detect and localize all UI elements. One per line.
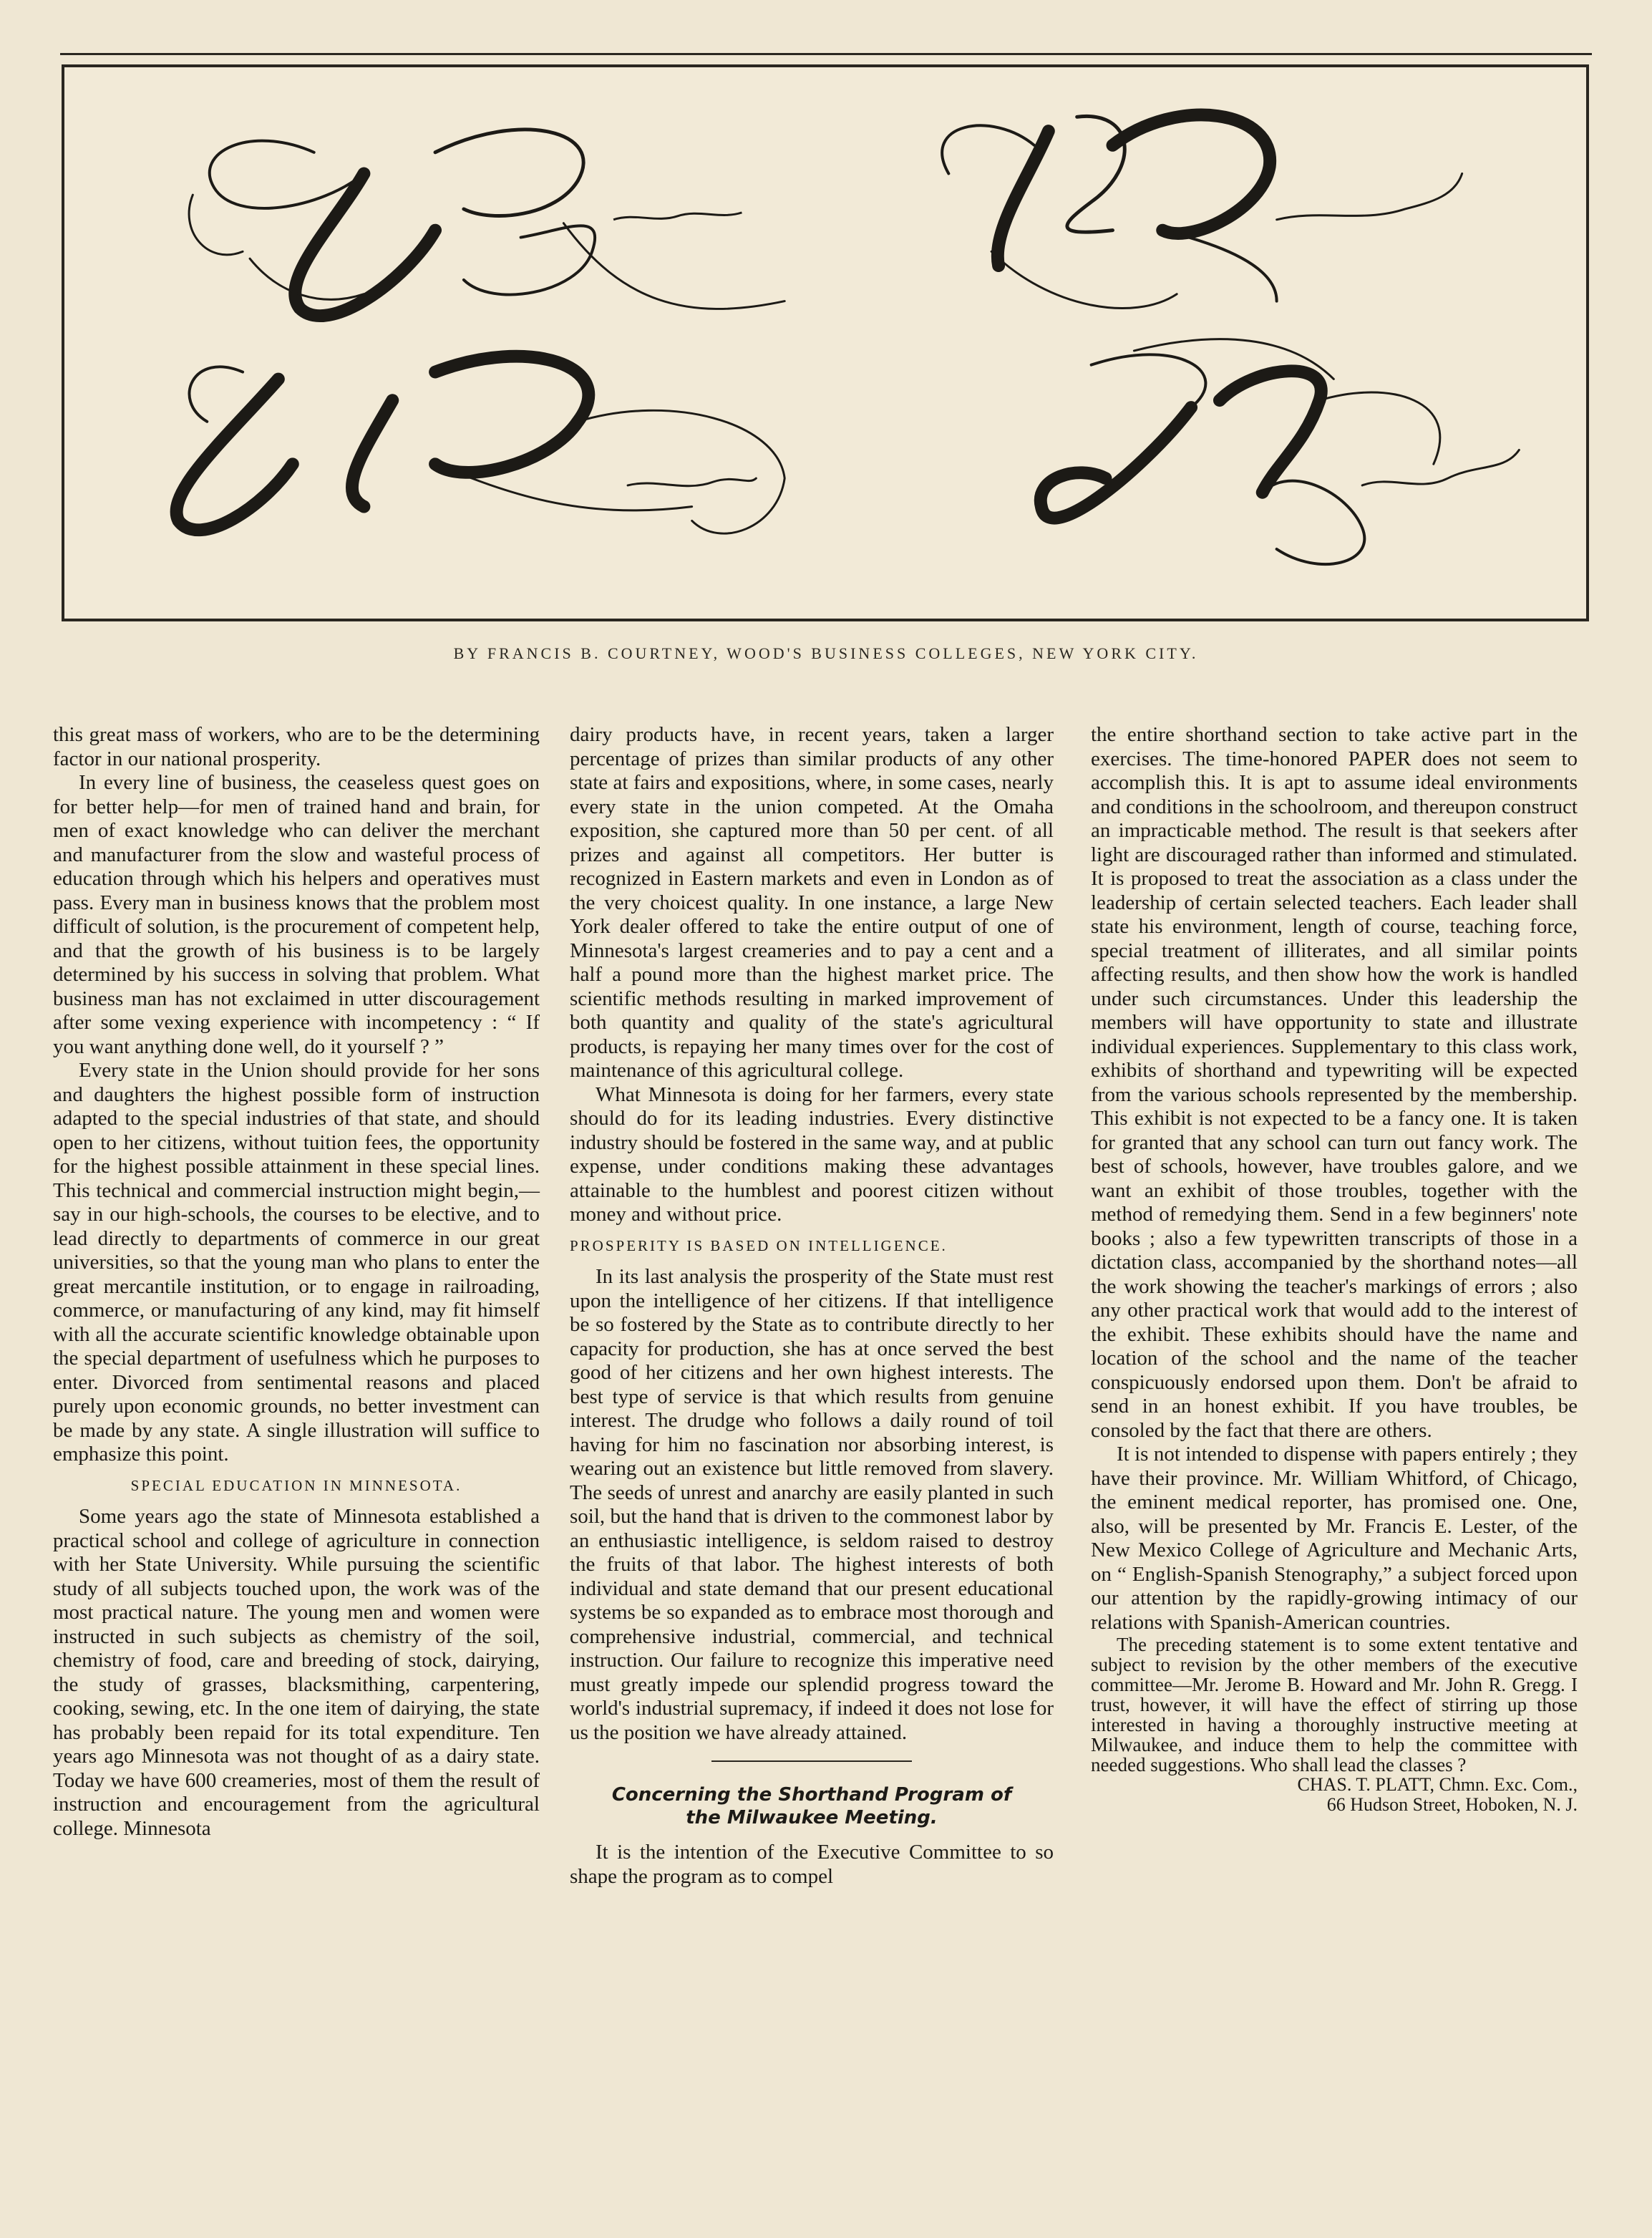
col2-paragraph-3: In its last analysis the prosperity of the State must rest upon the intelligence of her citizens. If that intelligence be so fostered by the State as to contribute directly to her capacity for production, she has at once served the best good of her citizens and her own highest interests. The best type of service is that which results from genuine interest. The drudge who follows a daily round of toil having for him no fascination nor absorbing interest, is wearing out an existence but little removed from slavery. The seeds of unrest and anarchy are easily planted in such soil, but the hand that is driven to the commonest labor by an enthusiastic intelligence, is seldom raised to destroy the fruits of that labor. The highest interests of both individual and state demand that our present educational systems be so expanded as to embrace most thorough and comprehensive industrial, commercial, and technical instruction. Our failure to recognize this imperative need must greatly impede our splendid progress toward the world's industrial supremacy, if indeed it does not lose for us the position we have already attained. [570, 1265, 1054, 1744]
col2-paragraph-4: It is the intention of the Executive Committee to so shape the program as to compel [570, 1841, 1054, 1888]
col3-paragraph-2: It is not intended to dispense with papers entirely ; they have their province. Mr. William Whitford, of Chicago, the eminent medical reporter, has promised one. One, also, will be presented by Mr. Francis E. Lester, of the New Mexico College of Agriculture and Mechanic Arts, on “ English-Spanish Stenography,” a subject forced upon our attention by the rapidly-growing intimacy of our relations with Spanish-American countries. [1091, 1443, 1578, 1634]
col1-subheading: SPECIAL EDUCATION IN MINNESOTA. [130, 1476, 462, 1494]
signature-1-flourish [189, 130, 784, 316]
signature-flourishes [64, 67, 1586, 619]
article-headline [570, 1783, 1054, 1829]
section-divider [711, 1760, 912, 1762]
top-rule [60, 53, 1592, 55]
col3-paragraph-1: the entire shorthand section to take active part in the exercises. The time-honored PAPER does not seem to accomplish this. It is apt to assume ideal environments and conditions in the schoolroom, and thereupon construct an impracticable method. The result is that seekers after light are discouraged rather than informed and stimulated. It is proposed to treat the association as a class under the leadership of certain selected teachers. Each leader shall state his environment, length of course, teaching force, special treatment of illiterates, and all similar points affecting results, and then show how the work is handled under such circumstances. Under this leadership the members will have opportunity to state and illustrate individual experiences. Supplementary to this class work, exhibits of shorthand and typewriting will be expected from the various schools represented by the membership. This exhibit is not expected to be a fancy one. It is taken for granted that any school can turn out fancy work. The best of schools, however, have troubles galore, and we want an exhibit of those troubles, together with the method of remedying them. Send in a few beginners' note books ; also a few typewritten transcripts of those in a dictation class, accompanied by the shorthand notes—all the work showing the teacher's markings of errors ; also any other practical work that would add to the interest of the exhibit. These exhibits should have the name and location of the school and the name of the teacher conspicuously endorsed upon them. Don't be afraid to send in an honest exhibit. If you have troubles, be consoled by the fact that there are others. [1091, 723, 1578, 1442]
col2-paragraph-2: What Minnesota is doing for her farmers, every state should do for its leading industries. Every distinctive industry should be fostered in the same way, and at public expense, under conditions making these advantages attainable to the humblest and poorest citizen without money and without price. [570, 1082, 1054, 1226]
signature-plate [62, 64, 1589, 621]
col1-paragraph-1: this great mass of workers, who are to be the determining factor in our national prosperity. [53, 723, 540, 770]
col2-paragraph-1: dairy products have, in recent years, taken a larger percentage of prizes than similar products of any other state at fairs and expositions, where, in some cases, nearly every state in the union competed. At the Omaha exposition, she captured more than 50 per cent. of all prizes and against all competitors. Her butter is recognized in Eastern markets and even in London as of the very choicest quality. In one instance, a large New York dealer offered to take the entire output of one of Minnesota's largest creameries and to pay a cent and a half a pound more than the highest market price. The scientific methods resulting in marked improvement of both quantity and quality of the state's agricultural products, is repaying her many times over for the cost of maintenance of this agricultural college. [570, 723, 1054, 1082]
headline-line-1: Concerning the Shorthand Program of [611, 1784, 1012, 1806]
col1-paragraph-4: Some years ago the state of Minnesota established a practical school and college of agriculture in connection with her State University. While pursuing the scientific study of all subjects touched upon, the work was of the most practical nature. The young men and women were instructed in such subjects as chemistry of the soil, chemistry of food, care and breeding of stock, dairying, the study of grasses, blacksmithing, carpentering, cooking, sewing, etc. In the one item of dairying, the state has probably been repaid for its total expenditure. Ten years ago Minnesota was not thought of as a dairy state. Today we have 600 creameries, most of them the result of instruction and encouragement from the agricultural college. Minnesota [53, 1505, 540, 1840]
column-3 [1091, 723, 1578, 1815]
headline-line-2: the Milwaukee Meeting. [686, 1807, 938, 1828]
plate-credit: BY FRANCIS B. COURTNEY, WOOD'S BUSINESS COLLEGES, NEW YORK CITY. [453, 644, 1199, 662]
signature-4-flourish [1041, 339, 1520, 564]
col1-paragraph-3: Every state in the Union should provide for her sons and daughters the highest possible form of instruction adapted to the special industries of that state, and should open to her citizens, without tuition fees, the opportunity for the highest possible attainment in these special lines. This technical and commercial instruction might begin,—say in our high-schools, the courses to be elective, and to lead directly to departments of commerce in our great universities, so that the young man who plans to enter the great mercantile institution, or to engage in railroading, commerce, or manufacturing of any kind, may fit himself with all the accurate scientific knowledge obtainable upon the special department of usefulness which he purposes to enter. Divorced from sentimental reasons and placed purely upon economic grounds, no better investment can be made by any state. A single illustration will suffice to emphasize this point. [53, 1059, 540, 1466]
signature-line-1: CHAS. T. PLATT, Chmn. Exc. Com., [1297, 1774, 1578, 1795]
col2-subheading: PROSPERITY IS BASED ON INTELLIGENCE. [570, 1236, 948, 1254]
signature-3-flourish [177, 357, 785, 533]
column-2 [570, 723, 1054, 1889]
col3-paragraph-3: The preceding statement is to some extent tentative and subject to revision by the other members of the executive committee—Mr. Jerome B. Howard and Mr. John R. Gregg. I trust, however, it will have the effect of stirring up those interested in having a thoroughly instructive meeting at Milwaukee, and induce them to help the committee with needed suggestions. Who shall lead the classes ? [1091, 1634, 1578, 1776]
column-1 [53, 723, 540, 1841]
signature-line-2: 66 Hudson Street, Hoboken, N. J. [1326, 1794, 1578, 1815]
col1-paragraph-2: In every line of business, the ceaseless quest goes on for better help—for men of trained hand and brain, for men of exact knowledge who can deliver the merchant and manufacturer from the slow and wasteful process of education through which his helpers and operatives must pass. Every man in business knows that the problem most difficult of solution, is the procurement of competent help, and that the growth of his business is to be largely determined by his success in solving that problem. What business man has not exclaimed in utter discouragement after some vexing experience with incompetency : “ If you want anything done well, do it yourself ? ” [53, 771, 540, 1058]
